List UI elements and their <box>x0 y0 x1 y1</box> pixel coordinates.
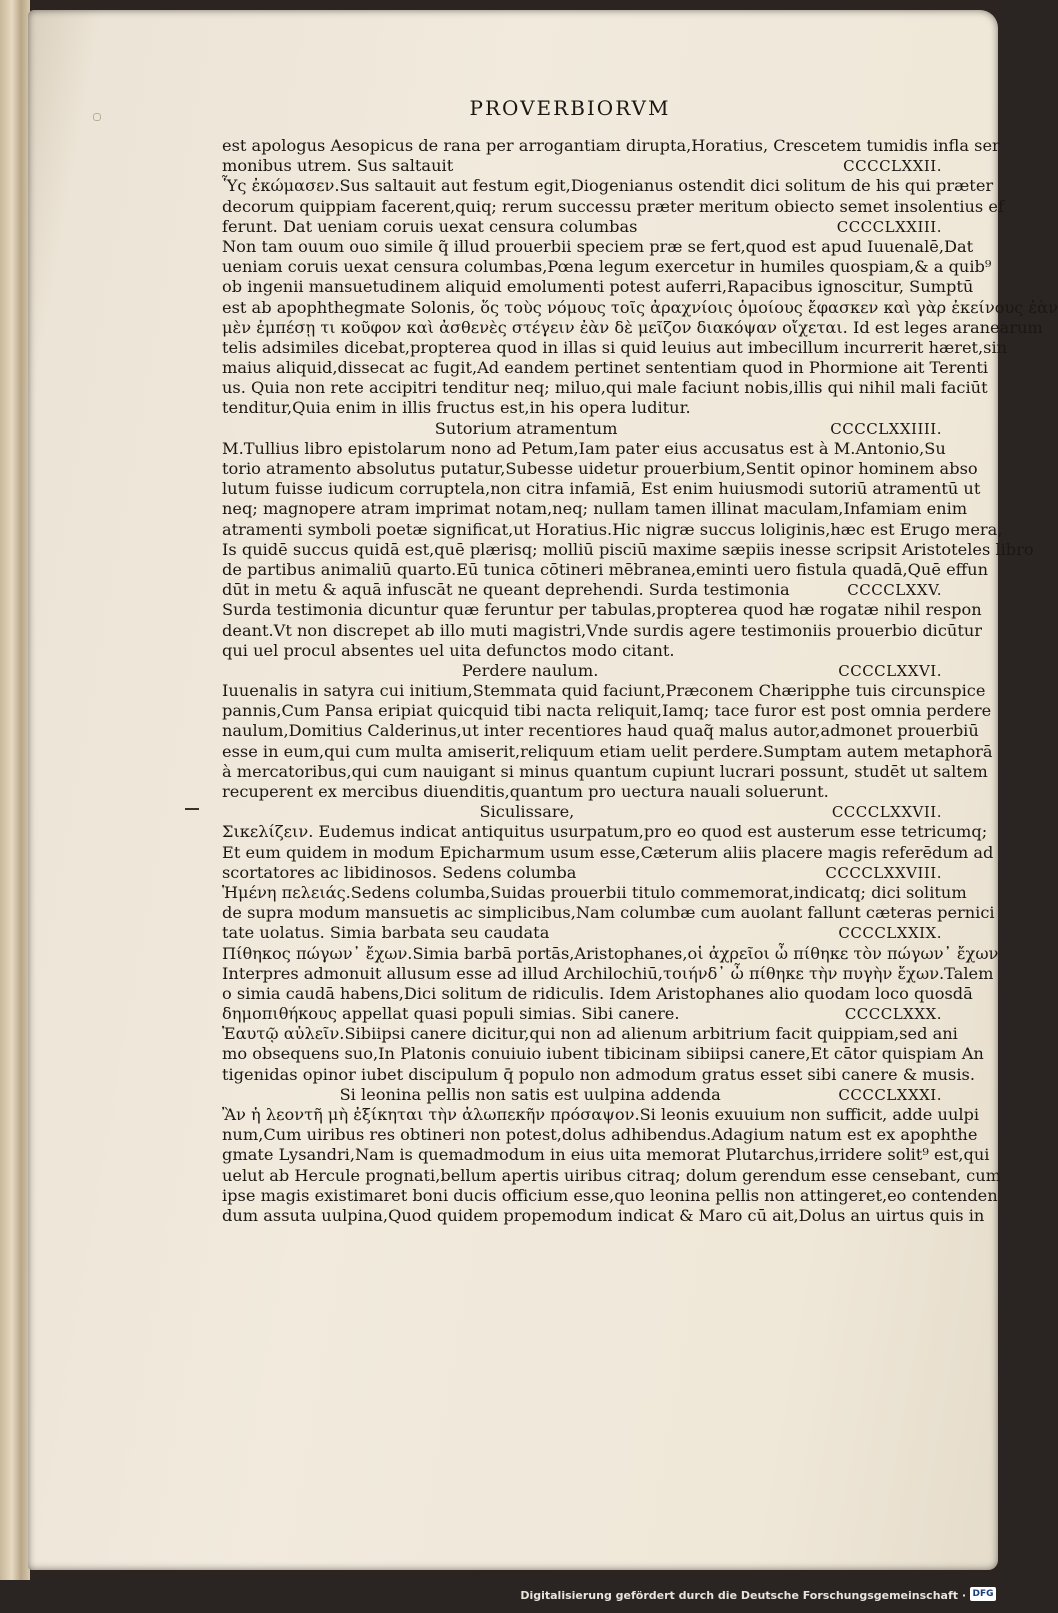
line-text: Ἡμένη πελειάς.Sedens columba,Suidas prouerbii titulo commemorat,indicatq; dici solitum <box>222 882 967 902</box>
text-line <box>222 983 973 1004</box>
text-line <box>222 479 981 499</box>
line-text: monibus utrem. Sus saltauit <box>222 156 454 176</box>
line-text: atramenti symboli poetæ significat,ut Horatius.Hic nigræ succus loliginis,hæc est Erugo mera, <box>222 519 1003 539</box>
line-text: M.Tullius libro epistolarum nono ad Petum,Iam pater eius accusatus est à M.Antonio,Su <box>222 438 946 458</box>
section-title <box>222 419 942 439</box>
line-text: Is quidē succus quidā est,quē plærisq; molliū pisciū maxime sæpiis inesse scripsit Aristoteles libro <box>222 539 1034 559</box>
text-line <box>222 459 978 479</box>
text-line <box>222 681 986 701</box>
text-line <box>222 539 1034 560</box>
text-line <box>222 217 942 237</box>
text-line <box>222 1145 990 1165</box>
line-text: Πίθηκος πώγων᾽ ἔχων.Simia barbā portās,Aristophanes,οἱ ἀχρεῖοι ὦ πίθηκε τὸν πώγων᾽ ἔχων <box>222 943 999 963</box>
line-text: dūt in metu & aquā infuscāt ne queant deprehendi. Surda testimonia <box>222 580 790 600</box>
text-line <box>222 600 982 620</box>
text-line <box>222 1105 980 1125</box>
line-text: μὲν ἐμπέσῃ τι κοῦφον καὶ ἀσθενὲς στέγειν ἐὰν δὲ μεῖζον διακόψαν οἴχεται. Id est leges aranearum <box>222 317 1043 337</box>
text-line <box>222 1185 998 1206</box>
section-title <box>222 802 942 822</box>
text-line <box>222 721 979 741</box>
line-text: decorum quippiam facerent,quiq; rerum successu præter meritum obiecto semet insolentius ef <box>222 196 1004 216</box>
line-text: Non tam ouum ouo simile q̃ illud prouerbii speciem præ se fert,quod est apud Iuuenalē,Dat <box>222 236 974 256</box>
text-line <box>222 1205 985 1226</box>
section-number: CCCCLXXIIII. <box>830 419 942 438</box>
line-text: tate uolatus. Simia barbata seu caudata <box>222 923 550 943</box>
text-line <box>222 337 1008 358</box>
line-text: δημοπιθήκους appellat quasi populi simias. Sibi canere. <box>222 1004 680 1024</box>
section-number: CCCCLXXIII. <box>836 217 942 236</box>
text-line <box>222 1125 978 1145</box>
line-text: Interpres admonuit allusum esse ad illud Archilochiū,τοιήνδ᾽ ὦ πίθηκε τὴν πυγὴν ἔχων.Talem <box>222 963 994 983</box>
text-line <box>222 580 942 600</box>
text-line <box>222 1064 975 1085</box>
text-line <box>222 863 942 883</box>
line-text: Ἂν ἡ λεοντῆ μὴ ἐξίκηται τὴν ἀλωπεκῆν πρόσαψον.Si leonis exuuium non sufficit, adde uulpi <box>222 1105 980 1124</box>
line-text: Ἑαυτῷ αὐλεῖν.Sibiipsi canere dicitur,qui non ad alienum arbitrium facit quippiam,sed ani <box>222 1024 958 1044</box>
line-text: scortatores ac libidinosos. Sedens columba <box>222 862 577 882</box>
line-text: recuperent ex mercibus diuenditis,quantum pro uectura nauali soluerunt. <box>222 782 829 801</box>
section-title <box>222 1085 942 1105</box>
line-text: Perdere naulum. <box>461 660 599 680</box>
section-number: CCCCLXXX. <box>844 1005 942 1024</box>
text-line <box>222 782 942 802</box>
text-line <box>222 559 989 580</box>
footer-credit: Digitalisierung gefördert durch die Deutsche Forschungsgemeinschaft · <box>520 1589 966 1602</box>
margin-dot <box>93 113 101 121</box>
text-line <box>222 1165 1002 1186</box>
line-text: tenditur,Quia enim in illis fructus est,in his opera luditur. <box>222 398 691 418</box>
text-line <box>222 1024 958 1044</box>
line-text: est ab apophthegmate Solonis, ὅς τοὺς νόμους τοῖς ἀραχνίοις ὁμοίους ἔφασκεν καὶ γὰρ ἐκείνους ἐὰν <box>222 297 1058 317</box>
line-text: Surda testimonia dicuntur quæ feruntur per tabulas,propterea quod hæ rogatæ nihil respon <box>222 600 982 620</box>
section-number: CCCCLXXVII. <box>831 803 942 822</box>
text-line <box>222 1004 942 1024</box>
text-line <box>222 943 999 964</box>
line-text: Et eum quidem in modum Epicharmum usum esse,Cæterum aliis placere magis referēdum ad <box>222 842 994 862</box>
line-text: naulum,Domitius Calderinus,ut inter recentiores haud quaq̃ malus autor,admonet prouerbiū <box>222 721 979 741</box>
line-text: uelut ab Hercule prognati,bellum apertis uiribus citraq; dolum gerendum esse censebant, cum <box>222 1165 1002 1185</box>
line-text: de partibus animaliū quarto.Eū tunica cōtineri mēbranea,eminti uero fistula quadā,Quē effun <box>222 559 989 579</box>
text-line <box>222 963 994 984</box>
line-text: gmate Lysandri,Nam is quemadmodum in eius uita memorat Plutarchus,irridere solit⁹ est,qui <box>222 1145 990 1165</box>
text-line <box>222 499 968 519</box>
book-edge <box>0 0 30 1580</box>
line-text: num,Cum uiribus res obtineri non potest,dolus adhibendus.Adagium natum est ex apophthe <box>222 1125 978 1145</box>
text-line <box>222 842 994 863</box>
line-text: Si leonina pellis non satis est uulpina addenda <box>339 1084 721 1104</box>
line-text: mo obsequens suo,In Platonis conuiuio iubent tibicinam sibiipsi canere,Et cātor quispiam An <box>222 1044 984 1064</box>
text-line <box>222 398 942 418</box>
section-number: CCCCLXXII. <box>843 157 942 176</box>
text-line <box>222 761 988 782</box>
text-line <box>222 277 974 297</box>
text-line <box>222 641 942 661</box>
line-text: ueniam coruis uexat censura columbas,Pœna legum exercetur in humiles quospiam,& a quib⁹ <box>222 257 992 277</box>
line-text: à mercatoribus,qui cum nauigant si minus quantum cupiunt lucrari possunt, studēt ut saltem <box>222 761 988 781</box>
line-text: neq; magnopere atram imprimat notam,neq; nullam tamen illinat maculam,Infamiam enim <box>222 499 968 519</box>
text-line <box>222 196 1004 217</box>
line-text: est apologus Aesopicus de rana per arrogantiam dirupta,Horatius, Crescetem tumidis infla ser <box>222 136 1000 155</box>
running-head: PROVERBIORVM <box>469 96 671 120</box>
text-line <box>222 176 994 196</box>
text-line <box>222 822 988 842</box>
line-text: dum assuta uulpina,Quod quidem propemodum indicat & Maro cū ait,Dolus an uirtus quis in <box>222 1205 985 1225</box>
section-number: CCCCLXXIX. <box>838 924 942 943</box>
line-text: Siculissare, <box>479 802 575 822</box>
text-line <box>222 317 1043 338</box>
text-line <box>222 438 946 459</box>
line-text: o simia caudā habens,Dici solitum de ridiculis. Idem Aristophanes alio quodam loco quosdā <box>222 983 973 1003</box>
section-title <box>222 661 942 681</box>
text-line <box>222 620 983 641</box>
text-line <box>222 136 1000 156</box>
text-line <box>222 378 988 398</box>
line-text: maius aliquid,dissecat ac fugit,Ad eandem pertinet sententiam quod in Phormione ait Terenti <box>222 358 989 378</box>
line-text: us. Quia non rete accipitri tenditur neq; miluo,qui male faciunt nobis,illis qui nihil mali faciūt <box>222 378 988 398</box>
section-number: CCCCLXXXI. <box>838 1085 942 1104</box>
text-line <box>222 923 942 943</box>
line-text: Σικελίζειν. Eudemus indicat antiquitus usurpatum,pro eo quod est austerum esse tetricumq; <box>222 822 988 842</box>
text-line <box>222 903 995 923</box>
text-line <box>222 741 993 762</box>
line-text: Sutorium atramentum <box>434 418 618 438</box>
section-number: CCCCLXXVIII. <box>825 863 942 882</box>
line-text: tigenidas opinor iubet discipulum q̄ populo non admodum gratus esset sibi canere & musis. <box>222 1064 975 1084</box>
text-line <box>222 236 974 257</box>
dfg-logo: DFG <box>970 1587 996 1601</box>
line-text: ob ingenii mansuetudinem aliquid emolumenti potest auferri,Rapacibus ignoscitur, Sumptū <box>222 277 974 297</box>
text-line <box>222 156 942 176</box>
text-line <box>222 882 967 903</box>
section-number: CCCCLXXV. <box>847 581 942 600</box>
section-number: CCCCLXXVI. <box>838 661 942 680</box>
line-text: torio atramento absolutus putatur,Subesse uidetur prouerbium,Sentit opinor hominem abso <box>222 459 978 478</box>
line-text: Iuuenalis in satyra cui initium,Stemmata quid faciunt,Præconem Chæripphe tuis circunspice <box>222 681 986 701</box>
line-text: Ὗς ἐκώμασεν.Sus saltauit aut festum egit,Diogenianus ostendit dici solitum de his qui præter <box>222 176 994 196</box>
text-line <box>222 297 1058 318</box>
line-text: de supra modum mansuetis ac simplicibus,Nam columbæ cum auolant fallunt cæteras pernici <box>222 903 995 923</box>
line-text: telis adsimiles dicebat,propterea quod in illas si quid leuius aut imbecillum incurrerit hæret,sin <box>222 337 1008 357</box>
text-line <box>222 257 992 277</box>
line-text: ipse magis existimaret boni ducis officium esse,quo leonina pellis non attingeret,eo contenden <box>222 1185 998 1205</box>
line-text: esse in eum,qui cum multa amiserit,reliquum etiam uelit perdere.Sumptam autem metaphorā <box>222 741 993 761</box>
line-text: pannis,Cum Pansa eripiat quicquid tibi nacta reliquit,Iamq; tace furor est post omnia perdere <box>222 701 992 721</box>
margin-mark <box>185 808 199 810</box>
text-line <box>222 519 1003 540</box>
line-text: lutum fuisse iudicum corruptela,non citra infamiā, Est enim huiusmodi sutoriū atramentū ut <box>222 479 981 499</box>
text-line <box>222 1044 984 1064</box>
text-block <box>222 136 1058 1226</box>
text-line <box>222 358 989 378</box>
line-text: deant.Vt non discrepet ab illo muti magistri,Vnde surdis agere testimoniis prouerbio dicūtur <box>222 620 983 640</box>
line-text: ferunt. Dat ueniam coruis uexat censura columbas <box>222 216 638 236</box>
line-text: qui uel procul absentes uel uita defunctos modo citant. <box>222 640 675 660</box>
text-line <box>222 701 992 721</box>
